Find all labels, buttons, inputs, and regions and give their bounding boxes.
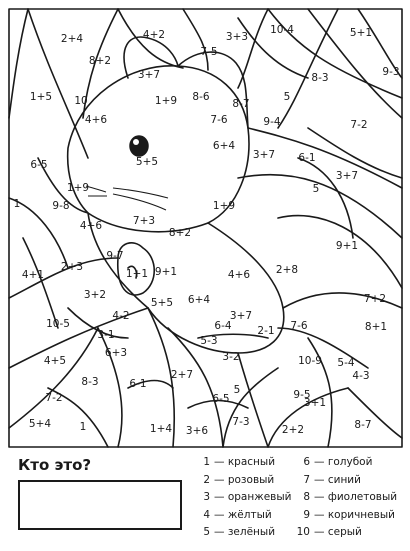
legend-color: розовый bbox=[227, 473, 275, 486]
legend-item bbox=[196, 474, 296, 486]
region-label: 7+2 bbox=[363, 293, 387, 305]
rabbit-whiskers bbox=[86, 186, 168, 210]
region-label: 5 bbox=[283, 91, 291, 103]
legend-item bbox=[296, 456, 406, 468]
legend-number: 5 bbox=[203, 526, 210, 538]
region-label: 6+4 bbox=[212, 140, 236, 152]
region-label: 9+1 bbox=[335, 240, 359, 252]
legend-number: 8 bbox=[303, 491, 310, 503]
legend-dash: — bbox=[314, 473, 325, 486]
region-label: 5-4 bbox=[337, 357, 355, 369]
legend-color: синий bbox=[327, 473, 361, 486]
coloring-puzzle bbox=[8, 8, 403, 448]
legend-dash: — bbox=[314, 456, 325, 468]
region-label: 5-3 bbox=[200, 335, 218, 347]
region-label: 2+8 bbox=[275, 264, 299, 276]
region-label: 9-4 bbox=[263, 116, 281, 128]
region-label: 1 bbox=[79, 421, 87, 433]
legend-color: серый bbox=[327, 526, 362, 538]
region-label: 8-7 bbox=[232, 98, 250, 110]
region-label: 6-1 bbox=[129, 378, 147, 390]
region-label: 10-5 bbox=[46, 318, 70, 330]
region-label: 1+9 bbox=[66, 182, 90, 194]
region-label: 9-5 bbox=[293, 389, 311, 401]
region-label: 3+1 bbox=[303, 397, 327, 409]
region-label: 7-5 bbox=[200, 46, 218, 58]
region-label: 3+2 bbox=[83, 289, 107, 301]
region-label: 5+1 bbox=[349, 27, 373, 39]
legend-item bbox=[196, 509, 296, 521]
region-label: 9-8 bbox=[52, 200, 70, 212]
region-label: 6-5 bbox=[212, 393, 230, 405]
legend-dash: — bbox=[214, 456, 225, 468]
legend-color: зелёный bbox=[227, 526, 276, 538]
legend-item bbox=[296, 491, 406, 503]
region-label: 8+2 bbox=[168, 227, 192, 239]
legend-item bbox=[196, 526, 296, 538]
region-label: 4+5 bbox=[43, 355, 67, 367]
region-label: 5 bbox=[312, 183, 320, 195]
region-label: 5 bbox=[233, 384, 241, 396]
legend-dash: — bbox=[314, 508, 325, 521]
region-label: 8-3 bbox=[81, 376, 99, 388]
legend-dash: — bbox=[214, 491, 225, 503]
region-label: 6-4 bbox=[214, 320, 232, 332]
region-label: 4+6 bbox=[79, 220, 103, 232]
region-label: 2+3 bbox=[60, 261, 84, 273]
region-label: 1+5 bbox=[29, 91, 53, 103]
region-label: 3+6 bbox=[185, 425, 209, 437]
legend-dash: — bbox=[314, 491, 325, 503]
rabbit-eye bbox=[130, 136, 148, 156]
answer-section bbox=[0, 448, 410, 551]
region-label: 8-3 bbox=[311, 72, 329, 84]
region-label: 10-4 bbox=[270, 24, 294, 36]
region-label: 3-1 bbox=[97, 329, 115, 341]
region-label: 4+6 bbox=[227, 269, 251, 281]
region-label: 10 bbox=[74, 95, 88, 107]
region-label: 3+7 bbox=[252, 149, 276, 161]
region-label: 6+4 bbox=[187, 294, 211, 306]
legend-number: 6 bbox=[303, 456, 310, 468]
legend-item bbox=[196, 456, 296, 468]
region-label: 7-3 bbox=[232, 416, 250, 428]
legend-dash: — bbox=[314, 526, 325, 538]
region-label: 8+1 bbox=[364, 321, 388, 333]
region-labels bbox=[14, 24, 400, 437]
region-label: 9-3 bbox=[382, 66, 400, 78]
region-label: 4+1 bbox=[21, 269, 45, 281]
legend-number: 2 bbox=[203, 473, 210, 486]
region-label: 1+4 bbox=[149, 423, 173, 435]
region-label: 4+6 bbox=[84, 114, 108, 126]
region-label: 7-6 bbox=[290, 320, 308, 332]
legend-number: 4 bbox=[203, 508, 210, 521]
region-label: 2+7 bbox=[170, 369, 194, 381]
region-label: 2-1 bbox=[257, 325, 275, 337]
legend-number: 9 bbox=[303, 508, 310, 521]
legend-number: 1 bbox=[203, 456, 210, 468]
region-label: 8+2 bbox=[88, 55, 112, 67]
legend-number: 3 bbox=[203, 491, 210, 503]
legend-item bbox=[296, 509, 406, 521]
region-label: 9+1 bbox=[154, 266, 178, 278]
region-label: 7+3 bbox=[132, 215, 156, 227]
region-label: 3+7 bbox=[335, 170, 359, 182]
region-label: 4-2 bbox=[112, 310, 130, 322]
region-label: 5+5 bbox=[150, 297, 174, 309]
region-label: 1+9 bbox=[154, 95, 178, 107]
legend-color: жёлтый bbox=[227, 508, 272, 521]
legend-dash: — bbox=[214, 526, 225, 538]
legend-number: 10 bbox=[296, 526, 310, 538]
legend-item bbox=[296, 474, 406, 486]
legend-number: 7 bbox=[303, 473, 310, 486]
legend-dash: — bbox=[214, 473, 225, 486]
region-label: 2+4 bbox=[60, 33, 84, 45]
legend-item bbox=[296, 526, 406, 538]
region-label: 4-3 bbox=[352, 370, 370, 382]
answer-box[interactable] bbox=[18, 480, 182, 530]
region-label: 8-6 bbox=[192, 91, 210, 103]
region-label: 3+3 bbox=[225, 31, 249, 43]
color-legend bbox=[196, 456, 406, 538]
legend-color: голубой bbox=[327, 456, 373, 468]
puzzle-drawing bbox=[8, 8, 403, 448]
region-label: 7-6 bbox=[210, 114, 228, 126]
region-label: 3+7 bbox=[229, 310, 253, 322]
region-label: 6+3 bbox=[104, 347, 128, 359]
region-label: 5+5 bbox=[135, 156, 159, 168]
region-label: 7-2 bbox=[350, 119, 368, 131]
legend-color: оранжевый bbox=[227, 491, 292, 503]
legend-item bbox=[196, 491, 296, 503]
region-label: 7-2 bbox=[45, 392, 63, 404]
region-label: 3+7 bbox=[137, 69, 161, 81]
legend-color: фиолетовый bbox=[327, 491, 398, 503]
legend-color: красный bbox=[227, 456, 276, 468]
region-label: 1+9 bbox=[212, 200, 236, 212]
question-title: Кто это? bbox=[18, 456, 92, 474]
region-label: 6-5 bbox=[30, 159, 48, 171]
legend-dash: — bbox=[214, 508, 225, 521]
outline-lines bbox=[9, 9, 402, 447]
region-label: 1 bbox=[13, 198, 21, 210]
region-label: 10-9 bbox=[298, 355, 322, 367]
region-label: 1+1 bbox=[125, 268, 149, 280]
region-label: 8-7 bbox=[354, 419, 372, 431]
region-label: 5+4 bbox=[28, 418, 52, 430]
region-label: 4+2 bbox=[142, 29, 166, 41]
region-label: 9-7 bbox=[106, 250, 124, 262]
region-label: 2+2 bbox=[281, 424, 305, 436]
legend-color: коричневый bbox=[327, 508, 395, 521]
region-label: 3-2 bbox=[222, 351, 240, 363]
region-label: 6-1 bbox=[298, 152, 316, 164]
